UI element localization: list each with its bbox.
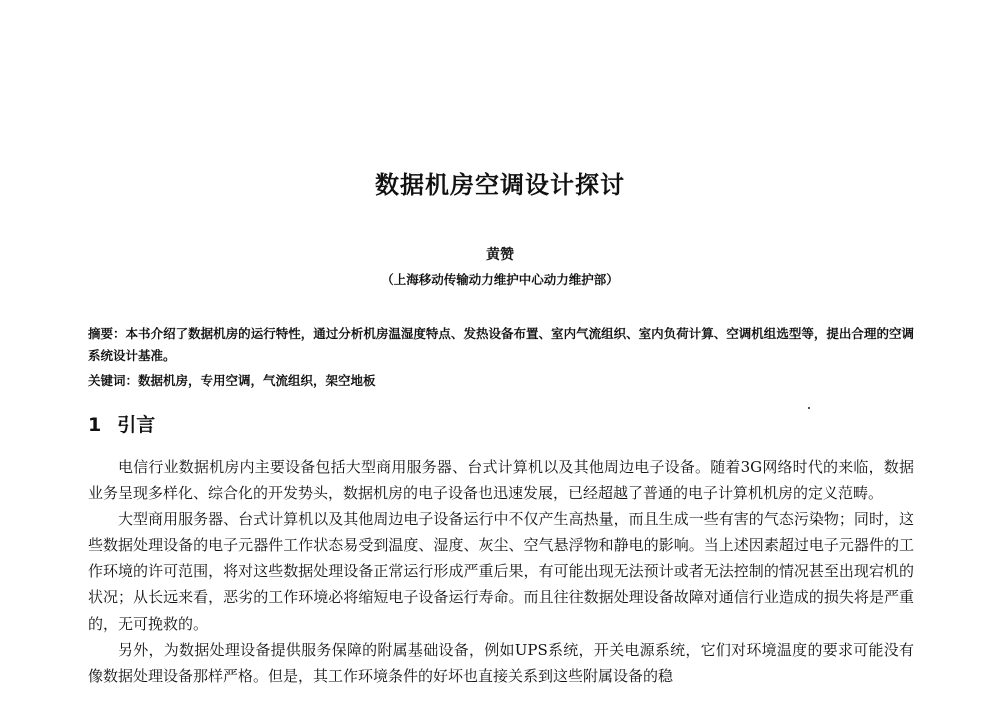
keywords [88, 370, 914, 392]
scan-speck [808, 407, 810, 409]
section-number: 1 [88, 414, 102, 436]
paragraph-1: 电信行业数据机房内主要设备包括大型商用服务器、台式计算机以及其他周边电子设备。随着3G网络时代的来临，数据业务呈现多样化、综合化的开发势头，数据机房的电子设备也迅速发展，已经超越了普通的电子计算机机房的定义范畴。 [88, 458, 914, 503]
body-text [88, 454, 914, 689]
section-heading [88, 410, 155, 437]
paper-title: 数据机房空调设计探讨 [375, 171, 625, 199]
author-affiliation: （上海移动传输动力维护中心动力维护部） [381, 272, 619, 287]
keywords-label: 关键词： [88, 373, 139, 388]
abstract-text: 本书介绍了数据机房的运行特性，通过分析机房温湿度特点、发热设备布置、室内气流组织、室内负荷计算、空调机组选型等，提出合理的空调系统设计基准。 [88, 326, 914, 363]
paragraph-2: 大型商用服务器、台式计算机以及其他周边电子设备运行中不仅产生高热量，而且生成一些有害的气态污染物；同时，这些数据处理设备的电子元器件工作状态易受到温度、湿度、灰尘、空气悬浮物和静电的影响。当上述因素超过电子元器件的工作环境的许可范围，将对这些数据处理设备正常运行形成严重后果，有可能出现无法预计或者无法控制的情况甚至出现宕机的状况；从长远来看，恶劣的工作环境必将缩短电子设备运行寿命。而且往往数据处理设备故障对通信行业造成的损失将是严重的，无可挽救的。 [88, 510, 914, 633]
abstract [88, 323, 914, 367]
abstract-label: 摘要： [88, 326, 126, 341]
keywords-text: 数据机房，专用空调，气流组织，架空地板 [138, 373, 376, 388]
paragraph-3: 另外，为数据处理设备提供服务保障的附属基础设备，例如UPS系统，开关电源系统，它们对环境温度的要求可能没有像数据处理设备那样严格。但是，其工作环境条件的好坏也直接关系到这些附属设备的稳 [88, 640, 914, 685]
author-name: 黄赞 [486, 247, 514, 263]
section-title: 引言 [117, 414, 156, 436]
